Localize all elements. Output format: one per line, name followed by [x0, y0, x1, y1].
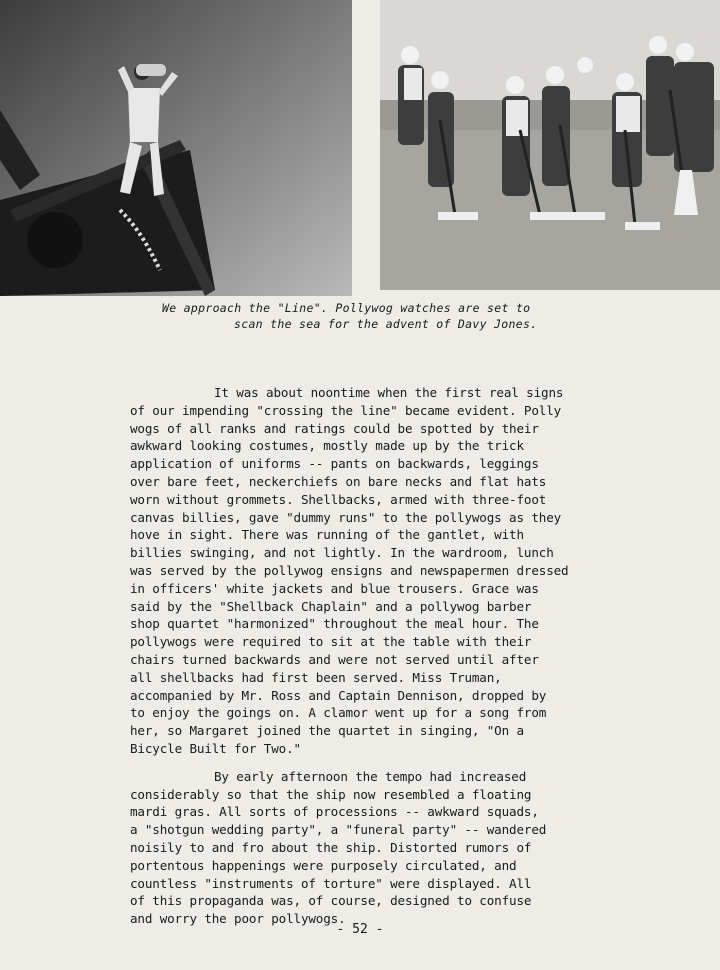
text-line: canvas billies, gave "dummy runs" to the pollywogs as they	[130, 509, 562, 525]
photo-shellbacks-with-brooms	[380, 0, 720, 290]
text-line: application of uniforms -- pants on backwards, leggings	[130, 456, 539, 472]
text-line: considerably so that the ship now resembled a floating	[130, 786, 532, 802]
text-line: accompanied by Mr. Ross and Captain Dennison, dropped by	[130, 687, 547, 703]
text-line: portentous happenings were purposely circulated, and	[130, 857, 517, 873]
text-line: her, so Margaret joined the quartet in singing, "On a	[130, 723, 524, 739]
text-line: hove in sight. There was running of the gantlet, with	[130, 527, 524, 543]
photo-pollywog-watch	[0, 0, 352, 296]
paragraph-gap	[130, 758, 610, 768]
body-text	[130, 384, 610, 928]
photo-caption	[110, 300, 610, 332]
text-line: Bicycle Built for Two."	[130, 740, 301, 756]
text-line: of this propaganda was, of course, designed to confuse	[130, 893, 532, 909]
text-line: mardi gras. All sorts of processions -- awkward squads,	[130, 804, 539, 820]
text-line: and worry the poor pollywogs.	[130, 911, 346, 927]
text-line: wogs of all ranks and ratings could be spotted by their	[130, 420, 539, 436]
caption-line-2: scan the sea for the advent of Davy Jones.	[234, 317, 538, 331]
text-line: pollywogs were required to sit at the table with their	[130, 634, 532, 650]
page-number: - 52 -	[336, 922, 384, 937]
paragraph-1	[130, 384, 610, 758]
text-line: countless "instruments of torture" were displayed. All	[130, 875, 532, 891]
text-line: was served by the pollywog ensigns and newspapermen dressed	[130, 562, 569, 578]
caption-line-1: We approach the "Line". Pollywog watches are set to	[162, 301, 531, 315]
text-line: awkward looking costumes, mostly made up by the trick	[130, 438, 524, 454]
text-line: all shellbacks had first been served. Miss Truman,	[130, 669, 502, 685]
text-line: shop quartet "harmonized" throughout the meal hour. The	[130, 616, 539, 632]
text-line: to enjoy the goings on. A clamor went up for a song from	[130, 705, 547, 721]
text-line: in officers' white jackets and blue trousers. Grace was	[130, 580, 539, 596]
text-line: of our impending "crossing the line" became evident. Polly	[130, 402, 562, 418]
text-line: said by the "Shellback Chaplain" and a pollywog barber	[130, 598, 532, 614]
text-line: over bare feet, neckerchiefs on bare necks and flat hats	[130, 473, 547, 489]
text-line: chairs turned backwards and were not served until after	[130, 651, 539, 667]
text-line: noisily to and fro about the ship. Distorted rumors of	[130, 839, 532, 855]
text-line: a "shotgun wedding party", a "funeral party" -- wandered	[130, 822, 547, 838]
text-line: It was about noontime when the first real signs	[214, 385, 564, 400]
text-line: By early afternoon the tempo had increased	[214, 768, 527, 784]
text-line: worn without grommets. Shellbacks, armed with three-foot	[130, 491, 547, 507]
paragraph-2	[130, 768, 610, 928]
text-line: billies swinging, and not lightly. In the wardroom, lunch	[130, 545, 554, 561]
